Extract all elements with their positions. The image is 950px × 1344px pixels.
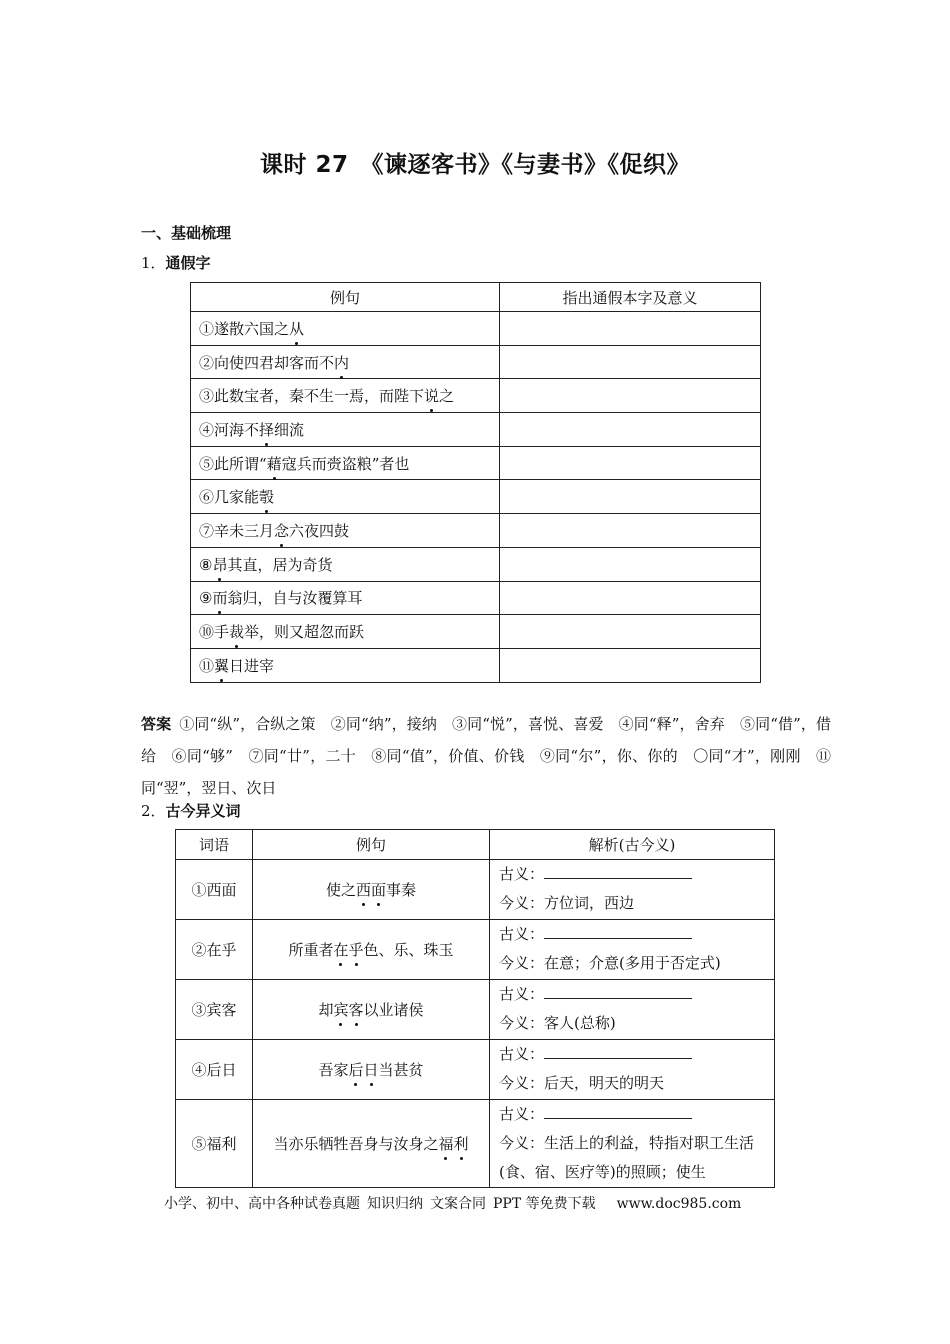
word-cell: ④后日 <box>176 1040 253 1100</box>
emphasis-char: 面 <box>371 881 387 899</box>
answer-cell <box>500 615 761 649</box>
example-sentence: ⑩手裁举，则又超忽而跃 <box>191 615 500 649</box>
table-row <box>191 446 761 480</box>
example-cell: 当亦乐牺牲吾身与汝身之福利 <box>253 1100 490 1188</box>
example-sentence: ⑥几家能彀 <box>191 480 500 514</box>
analysis-cell <box>490 980 775 1040</box>
word-cell: ③宾客 <box>176 980 253 1040</box>
example-sentence: ①遂散六国之从 <box>191 312 500 346</box>
page-title: 课时 27 《谏逐客书》《与妻书》《促织》 <box>259 152 690 178</box>
table-row <box>191 581 761 615</box>
emphasis-char: 客 <box>348 1001 364 1019</box>
table-row <box>176 1100 775 1188</box>
table-row <box>191 379 761 413</box>
table-row <box>191 413 761 447</box>
example-sentence: ⑨而翁归，自与汝覆算耳 <box>191 581 500 615</box>
table-row <box>191 480 761 514</box>
table-row <box>191 345 761 379</box>
table-row <box>176 1040 775 1100</box>
answer-cell <box>500 514 761 548</box>
table-row <box>191 547 761 581</box>
subsection-heading-1: 1．通假字 <box>141 254 211 272</box>
emphasis-char: 昂 <box>212 555 228 574</box>
modern-meaning: 今义：生活上的利益，特指对职工生活(食、宿、医疗等)的照顾；使生 <box>499 1134 755 1181</box>
emphasis-char: 日 <box>363 1061 379 1079</box>
answer-cell <box>500 345 761 379</box>
emphasis-char: 宾 <box>333 1001 349 1019</box>
analysis-cell <box>490 920 775 980</box>
answer-cell <box>500 413 761 447</box>
emphasis-char: 乎 <box>348 941 364 959</box>
example-cell: 吾家后日当甚贫 <box>253 1040 490 1100</box>
example-sentence: ⑪翼日进宰 <box>191 648 500 682</box>
emphasis-char: 彀 <box>259 488 275 507</box>
answer-blank[interactable] <box>544 984 692 999</box>
emphasis-char: 利 <box>453 1135 469 1153</box>
table-row <box>176 860 775 920</box>
answer-cell <box>500 312 761 346</box>
answer-blank[interactable] <box>544 1104 692 1119</box>
ancient-meaning: 古义： <box>499 1100 774 1129</box>
emphasis-char: 念 <box>274 521 290 540</box>
emphasis-char: 在 <box>333 941 349 959</box>
word-cell: ⑤福利 <box>176 1100 253 1188</box>
tongjiazi-table <box>190 282 761 683</box>
answer-blank[interactable] <box>544 864 692 879</box>
example-sentence: ④河海不择细流 <box>191 413 500 447</box>
answer-cell <box>500 480 761 514</box>
analysis-cell <box>490 1040 775 1100</box>
answer-block <box>141 708 831 804</box>
emphasis-char: 内 <box>334 353 350 372</box>
answer-blank[interactable] <box>544 1044 692 1059</box>
analysis-cell <box>490 1100 775 1188</box>
column-header-analysis: 解析(古今义) <box>490 830 775 860</box>
emphasis-char: 从 <box>289 319 305 338</box>
emphasis-char: 而 <box>212 589 228 608</box>
example-sentence: ⑧昂其直，居为奇货 <box>191 547 500 581</box>
word-cell: ②在乎 <box>176 920 253 980</box>
example-sentence: ③此数宝者，秦不生一焉，而陛下说之 <box>191 379 500 413</box>
modern-meaning: 今义：在意；介意(多用于否定式) <box>499 954 721 972</box>
gujin-yiyi-table <box>175 829 775 1188</box>
answer-label: 答案 <box>141 715 172 733</box>
answer-cell <box>500 379 761 413</box>
example-cell: 却宾客以业诸侯 <box>253 980 490 1040</box>
answer-cell <box>500 648 761 682</box>
table-header-row <box>191 283 761 312</box>
emphasis-char: 裁 <box>229 623 245 642</box>
emphasis-char: 择 <box>259 420 275 439</box>
subsection-heading-2: 2．古今异义词 <box>141 802 241 820</box>
table-row <box>176 920 775 980</box>
table-row <box>191 615 761 649</box>
example-cell: 所重者在乎色、乐、珠玉 <box>253 920 490 980</box>
example-cell: 使之西面事秦 <box>253 860 490 920</box>
answer-cell <box>500 446 761 480</box>
answer-cell <box>500 581 761 615</box>
table-header-row <box>176 830 775 860</box>
emphasis-char: 福 <box>438 1135 454 1153</box>
emphasis-char: 藉 <box>266 454 282 473</box>
modern-meaning: 今义：客人(总称) <box>499 1014 616 1032</box>
word-cell: ①西面 <box>176 860 253 920</box>
emphasis-char: 说 <box>424 387 440 406</box>
section-heading: 一、基础梳理 <box>141 224 232 242</box>
page-footer: 小学、初中、高中各种试卷真题 知识归纳 文案合同 PPT 等免费下载 www.doc985.com <box>164 1196 742 1212</box>
modern-meaning: 今义：方位词，西边 <box>499 894 635 912</box>
answer-cell <box>500 547 761 581</box>
answer-blank[interactable] <box>544 924 692 939</box>
emphasis-char: 西 <box>355 881 371 899</box>
analysis-cell <box>490 860 775 920</box>
emphasis-char: 翼 <box>214 656 230 675</box>
column-header-meaning: 指出通假本字及意义 <box>500 283 761 312</box>
example-sentence: ⑦辛未三月念六夜四鼓 <box>191 514 500 548</box>
ancient-meaning: 古义： <box>499 980 774 1009</box>
column-header-example: 例句 <box>253 830 490 860</box>
table-row <box>191 514 761 548</box>
answer-text: ①同“纵”，合纵之策 ②同“纳”，接纳 ③同“悦”，喜悦、喜爱 ④同“释”，舍弃 ⑤同“借”，借给 ⑥同“够” ⑦同“廿”，二十 ⑧同“值”，价值、价钱 ⑨同“尔”，你、你的 〇同“才”，刚刚 ⑪同“翌”，翌日、次日 <box>141 715 831 797</box>
emphasis-char: 后 <box>348 1061 364 1079</box>
modern-meaning: 今义：后天，明天的明天 <box>499 1074 665 1092</box>
ancient-meaning: 古义： <box>499 860 774 889</box>
ancient-meaning: 古义： <box>499 1040 774 1069</box>
ancient-meaning: 古义： <box>499 920 774 949</box>
column-header-example: 例句 <box>191 283 500 312</box>
footer-url: www.doc985.com <box>616 1196 742 1212</box>
example-sentence: ⑤此所谓“藉寇兵而赍盗粮”者也 <box>191 446 500 480</box>
column-header-word: 词语 <box>176 830 253 860</box>
table-row <box>191 312 761 346</box>
table-row <box>176 980 775 1040</box>
example-sentence: ②向使四君却客而不内 <box>191 345 500 379</box>
table-row <box>191 648 761 682</box>
